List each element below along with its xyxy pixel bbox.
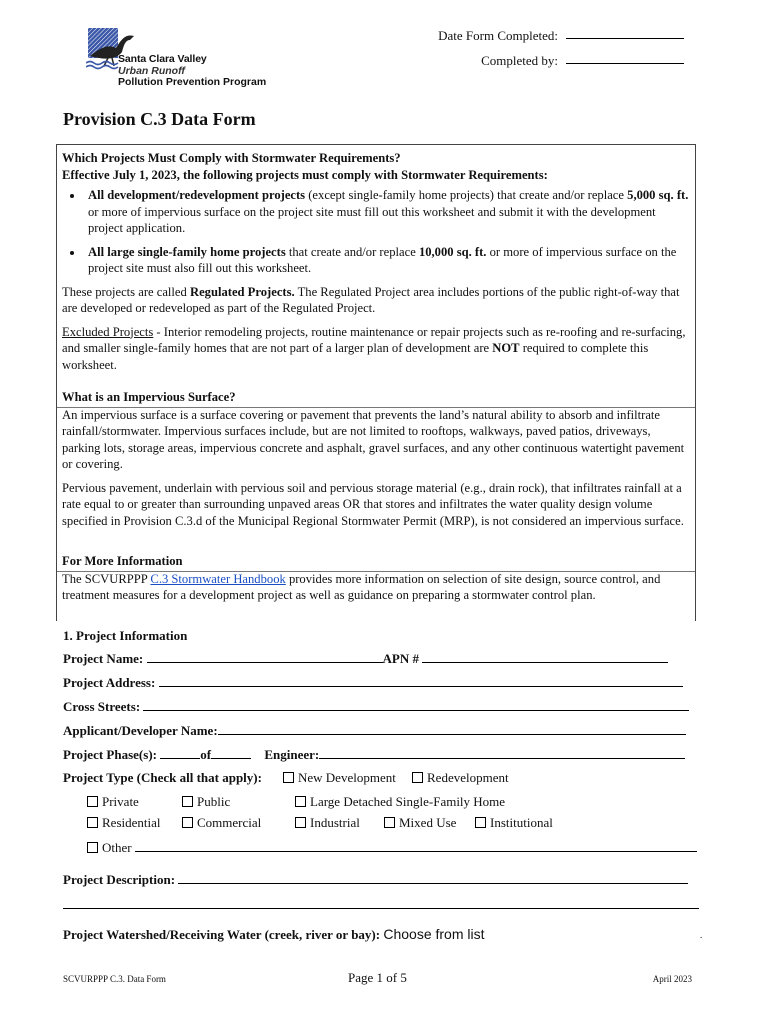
checkbox-icon[interactable] <box>87 842 98 853</box>
section-heading-project-info: 1. Project Information <box>63 628 188 643</box>
apn-input[interactable] <box>422 650 668 663</box>
excluded-projects-text: Excluded Projects - Interior remodeling projects, routine maintenance or repair projects such as re-roofing and re-surfacing, and smaller single-family homes that are not part of a larger plan of development are NOT required to complete this worksheet. <box>62 324 686 372</box>
impervious-text-1: An impervious surface is a surface covering or pavement that prevents the land’s natural ability to absorb and infiltrate rainfall/stormwater. Impervious surfaces include, but are not limited to rooftops, walkways, paved patios, driveways, parking lots, storage areas, impervious concrete and asphalt, gravel surfaces, and any other continuous watertight pavement or covering. <box>62 407 685 471</box>
regulated-projects-text: These projects are called Regulated Projects. The Regulated Project area includes portions of the public right-of-way that are developed or redeveloped as part of the Regulated Project. <box>62 284 680 315</box>
logo-text <box>118 54 266 89</box>
date-completed-input[interactable] <box>566 37 684 39</box>
checkbox-icon[interactable] <box>412 772 423 783</box>
option-large-single-family[interactable]: Large Detached Single-Family Home <box>295 794 505 810</box>
checkbox-icon[interactable] <box>475 817 486 828</box>
option-residential[interactable]: Residential <box>87 815 161 831</box>
cross-streets-row <box>63 698 689 715</box>
date-completed-label: Date Form Completed: <box>438 28 558 43</box>
applicant-label: Applicant/Developer Name: <box>63 723 218 738</box>
phase-label: Project Phase(s): <box>63 747 157 762</box>
checkbox-icon[interactable] <box>295 796 306 807</box>
project-description-input[interactable] <box>178 871 688 884</box>
watershed-label: Project Watershed/Receiving Water (creek, river or bay): <box>63 927 381 942</box>
project-type-label: Project Type (Check all that apply): <box>63 770 262 785</box>
org-name-line2: Urban Runoff <box>118 64 185 77</box>
project-address-row <box>63 674 683 691</box>
engineer-label: Engineer: <box>264 747 320 762</box>
watershed-row <box>63 926 485 943</box>
option-new-development[interactable]: New Development <box>283 770 396 786</box>
project-description-label: Project Description: <box>63 872 176 887</box>
checkbox-icon[interactable] <box>283 772 294 783</box>
completed-by-label: Completed by: <box>481 53 558 68</box>
list-item: • All development/redevelopment projects (except single-family home projects) that create and/or replace 5,000 sq. ft. or more of impervious surface on the project site must fill out this worksheet and submit it with the development project application. <box>84 187 691 237</box>
dot-mark: . <box>700 930 703 940</box>
impervious-text-2: Pervious pavement, underlain with pervious soil and pervious storage material (e.g., drain rock), that infiltrates rainfall at a rate equal to or greater than surrounding unpaved areas OR that stores and infiltrates the water quality design volume specified in Provision C.3.d of the Municipal Regional Stormwater Permit (MRP), is not considered an impervious surface. <box>62 480 684 528</box>
impervious-section <box>62 389 691 536</box>
footer-page-number: Page 1 of 5 <box>348 970 407 985</box>
project-name-row <box>63 650 668 667</box>
heading-impervious: What is an Impervious Surface? <box>62 390 236 404</box>
checkbox-icon[interactable] <box>384 817 395 828</box>
option-private[interactable]: Private <box>87 794 139 810</box>
footer-date: April 2023 <box>652 974 692 984</box>
project-description-row <box>63 871 688 888</box>
checkbox-icon[interactable] <box>182 817 193 828</box>
checkbox-icon[interactable] <box>87 796 98 807</box>
requirement-list <box>62 187 691 277</box>
project-description-input-line2[interactable] <box>63 896 699 909</box>
option-public[interactable]: Public <box>182 794 230 810</box>
heading-more-info: For More Information <box>62 554 183 568</box>
heading-effective-date: Effective July 1, 2023, the following projects must comply with Stormwater Requirements: <box>62 167 548 182</box>
requirements-box <box>56 144 696 621</box>
date-completed-field <box>438 28 684 44</box>
heading-which-projects: Which Projects Must Comply with Stormwater Requirements? <box>62 151 401 165</box>
project-name-label: Project Name: <box>63 651 144 666</box>
apn-label: APN # <box>382 651 419 666</box>
org-name-line1: Santa Clara Valley <box>118 53 207 65</box>
option-other[interactable]: Other <box>87 839 697 856</box>
project-address-input[interactable] <box>159 674 683 687</box>
completed-by-field <box>481 53 684 69</box>
checkbox-icon[interactable] <box>87 817 98 828</box>
page-title: Provision C.3 Data Form <box>63 109 256 129</box>
org-name-line3: Pollution Prevention Program <box>118 76 267 88</box>
phase-of-label: of <box>200 747 212 762</box>
engineer-input[interactable] <box>319 746 685 759</box>
option-commercial[interactable]: Commercial <box>182 815 261 831</box>
requirements-section <box>62 150 691 380</box>
project-address-label: Project Address: <box>63 675 156 690</box>
project-name-input[interactable] <box>147 650 383 663</box>
phase-total-input[interactable] <box>211 746 251 759</box>
checkbox-icon[interactable] <box>182 796 193 807</box>
other-input[interactable] <box>135 839 697 852</box>
phase-number-input[interactable] <box>160 746 200 759</box>
checkbox-icon[interactable] <box>295 817 306 828</box>
option-institutional[interactable]: Institutional <box>475 815 553 831</box>
cross-streets-label: Cross Streets: <box>63 699 141 714</box>
applicant-input[interactable] <box>218 722 686 735</box>
footer-form-name: SCVURPPP C.3. Data Form <box>63 974 166 984</box>
cross-streets-input[interactable] <box>143 698 689 711</box>
phase-row <box>63 746 685 763</box>
more-info-section <box>62 553 691 611</box>
option-redevelopment[interactable]: Redevelopment <box>412 770 509 786</box>
more-info-text: The SCVURPPP C.3 Stormwater Handbook provides more information on selection of site design, source control, and treatment measures for a development project as well as guidance on preparing a stormwater control plan. <box>62 571 661 602</box>
option-mixed-use[interactable]: Mixed Use <box>384 815 456 831</box>
list-item: • All large single-family home projects that create and/or replace 10,000 sq. ft. or more of impervious surface on the project site must also fill out this worksheet. <box>84 244 691 277</box>
option-industrial[interactable]: Industrial <box>295 815 360 831</box>
handbook-link[interactable]: C.3 Stormwater Handbook <box>150 571 286 586</box>
completed-by-input[interactable] <box>566 62 684 64</box>
project-type-row <box>63 770 262 786</box>
applicant-row <box>63 722 686 739</box>
watershed-select[interactable]: Choose from list <box>383 926 485 942</box>
